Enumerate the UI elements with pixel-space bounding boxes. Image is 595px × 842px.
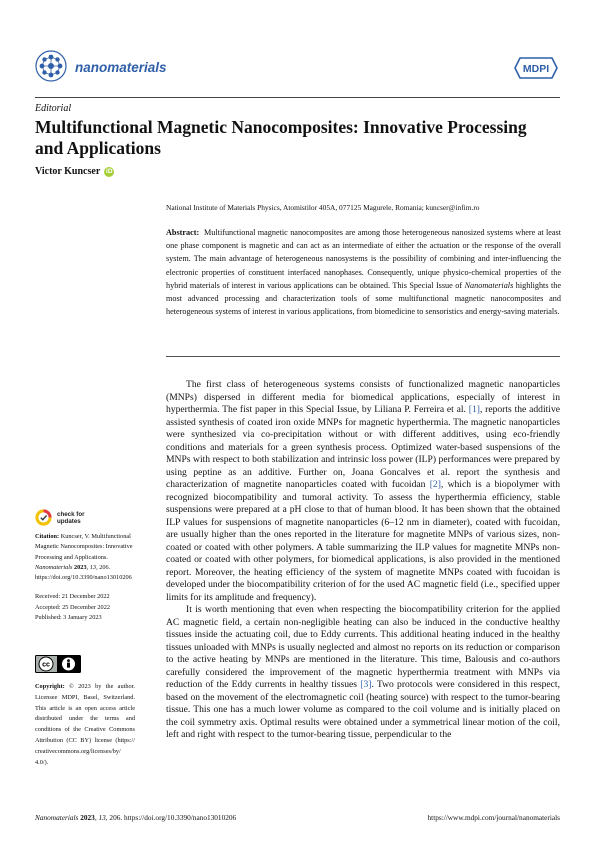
paragraph: The first class of heterogeneous systems consists of functionalized magnetic nanoparticles (MNPs) dispersed in different media for biomedical applications, especially of interest in hyperthermia. The fist paper in this Special Issue, by Liliana P. Ferreira et al. [1], reports the additive assisted synthesis of coated iron oxide MNPs for magnetic hyperthermia. The magnetic nanoparticles were synthesized via co-precipitation without or with different additives, using eco-friendly conditions and materials for a green synthesis process. Optimized water-based suspensions of the MNPs with respect to both stabilization and intrinsic loss power (ILP) performances were prepared by using peptine as an additive. Further on, Joana Goncalves et al. report the synthesis and characterization of magnetite nanoparticles coated with fucoidan [2], which is a biopolymer with recognized biocompatibility and tumoral activity. To assess the hyperthermia efficiency, stable suspensions were prepared at a pH close to that of human blood. It has been shown that the obtained ILP values for suspensions of magnetite nanoparticles (6–12 nm in diameter), coated with fucoidan, are usually higher than the ones reported in the literature for magnetite MNPs of various sizes, non-coated or coated with other polymers. A table summarizing the ILP values for magnetite MNPs non-coated or coated with other polymers, for biomedical applications, is also provided in the mentioned report. Moreover, the heating efficiency of the system of magnetite MNPs coated with fucoidan is developed under the biocompatibility criterion of for the used AC magnetic field (i.e., specified upper limits for its amplitude and frequency). <box>166 379 561 603</box>
dates-block <box>35 592 135 623</box>
citation-link[interactable]: [3] <box>360 679 372 691</box>
author-name: Victor Kuncser <box>35 166 101 177</box>
abstract <box>166 226 561 318</box>
abstract-label: Abstract: <box>166 228 200 237</box>
citation-link[interactable]: [2] <box>429 479 441 491</box>
cc-by-license-icon[interactable] <box>35 655 81 673</box>
mdpi-logo-icon[interactable] <box>514 57 558 79</box>
affiliation: National Institute of Materials Physics, Atomistilor 405A, 077125 Magurele, Romania; kuncser@infim.ro <box>166 203 480 212</box>
header-divider <box>35 97 560 98</box>
cc-logo-text: cc <box>42 661 50 669</box>
article-type: Editorial <box>35 103 72 114</box>
check-for-updates-icon <box>35 509 52 526</box>
citation-link[interactable]: [1] <box>468 404 480 416</box>
published-date: Published: 3 January 2023 <box>35 614 102 622</box>
footer-citation: Nanomaterials 2023, 13, 206. https://doi.org/10.3390/nano13010206 <box>35 813 237 822</box>
abstract-text: Multifunctional magnetic nanocomposites are among those heterogeneous nanosized systems where at least one phase component is magnetic and can act as an intermediate of either the actuation or the response of the overall system. The main advantage of heterogeneous nanosystems is the possibility of combining and inter-influencing the electronic properties of constituent interfaced nanophases. Consequently, unique physico-chemical properties of the hybrid materials of interest in various applications can be obtained. This Special Issue of <box>166 228 562 290</box>
footer-journal-url[interactable]: https://www.mdpi.com/journal/nanomaterials <box>427 813 560 822</box>
article-info-sidebar <box>35 532 135 632</box>
copyright-notice: Copyright: © 2023 by the author. Licensee MDPI, Basel, Switzerland. This article is an open access article distributed under the terms and conditions of the Creative Commons Attribution (CC BY) license (https:// creativecommons.org/licenses/by/ 4.0/). <box>35 683 135 766</box>
orcid-icon[interactable]: iD <box>106 167 113 175</box>
author-row <box>35 166 114 177</box>
citation-block: Citation: Kuncser, V. Multifunctional Magnetic Nanocomposites: Innovative Processing and Applications. Nanomaterials 2023, 13, 206. https://doi.org/10.3390/nano13010206 <box>35 533 133 582</box>
body-text <box>166 379 560 742</box>
accepted-date: Accepted: 25 December 2022 <box>35 603 111 611</box>
received-date: Received: 21 December 2022 <box>35 593 110 601</box>
abstract-divider <box>166 356 560 357</box>
abstract-journal: Nanomaterials <box>464 280 514 290</box>
journal-name[interactable]: nanomaterials <box>75 60 167 75</box>
nanomaterials-logo-icon <box>35 50 67 82</box>
article-title: Multifunctional Magnetic Nanocomposites: Innovative Processing and Applications <box>35 117 527 158</box>
check-for-updates-label: check for updates <box>57 510 85 525</box>
check-for-updates-button[interactable] <box>35 509 85 526</box>
mdpi-logo-text: MDPI <box>522 63 550 75</box>
abstract-text-cont: highlights the most advanced processing and characterization tools of some multifunctional magnetic nanocomposites and heterogeneous systems of interest in various applications, from biomedicine to sensoristics and energy-saving materials. <box>166 280 561 317</box>
paragraph: It is worth mentioning that even when respecting the biocompatibility criterion for the applied AC magnetic field, a certain non-negligible heating can also be induced in the conductive healthy tissues inside the actuating coil, due to Eddy currents. This additional heating induced in the healthy tissues unloaded with MNPs is usually neglected and almost no reports on its reduction or comparison to the active heating by MNPs are mentioned in the literature. This time, Balousis and co-authors carefully considered the improvement of the magnetic hyperthermia treatment with MNPs via reduction of the Eddy currents in healthy tissues [3]. Two protocols were considered in this respect, based on the movement of the electromagnetic coil (heating source) with respect to the tumor-bearing tissue. This one has a much lower volume as compared to the coil volume and is initially placed on the coil symmetry axis. Optimal results were obtained under a symmetrical linear motion of the coil, left and right with respect to the tumor-bearing tissue, perpendicular to the <box>166 604 560 741</box>
